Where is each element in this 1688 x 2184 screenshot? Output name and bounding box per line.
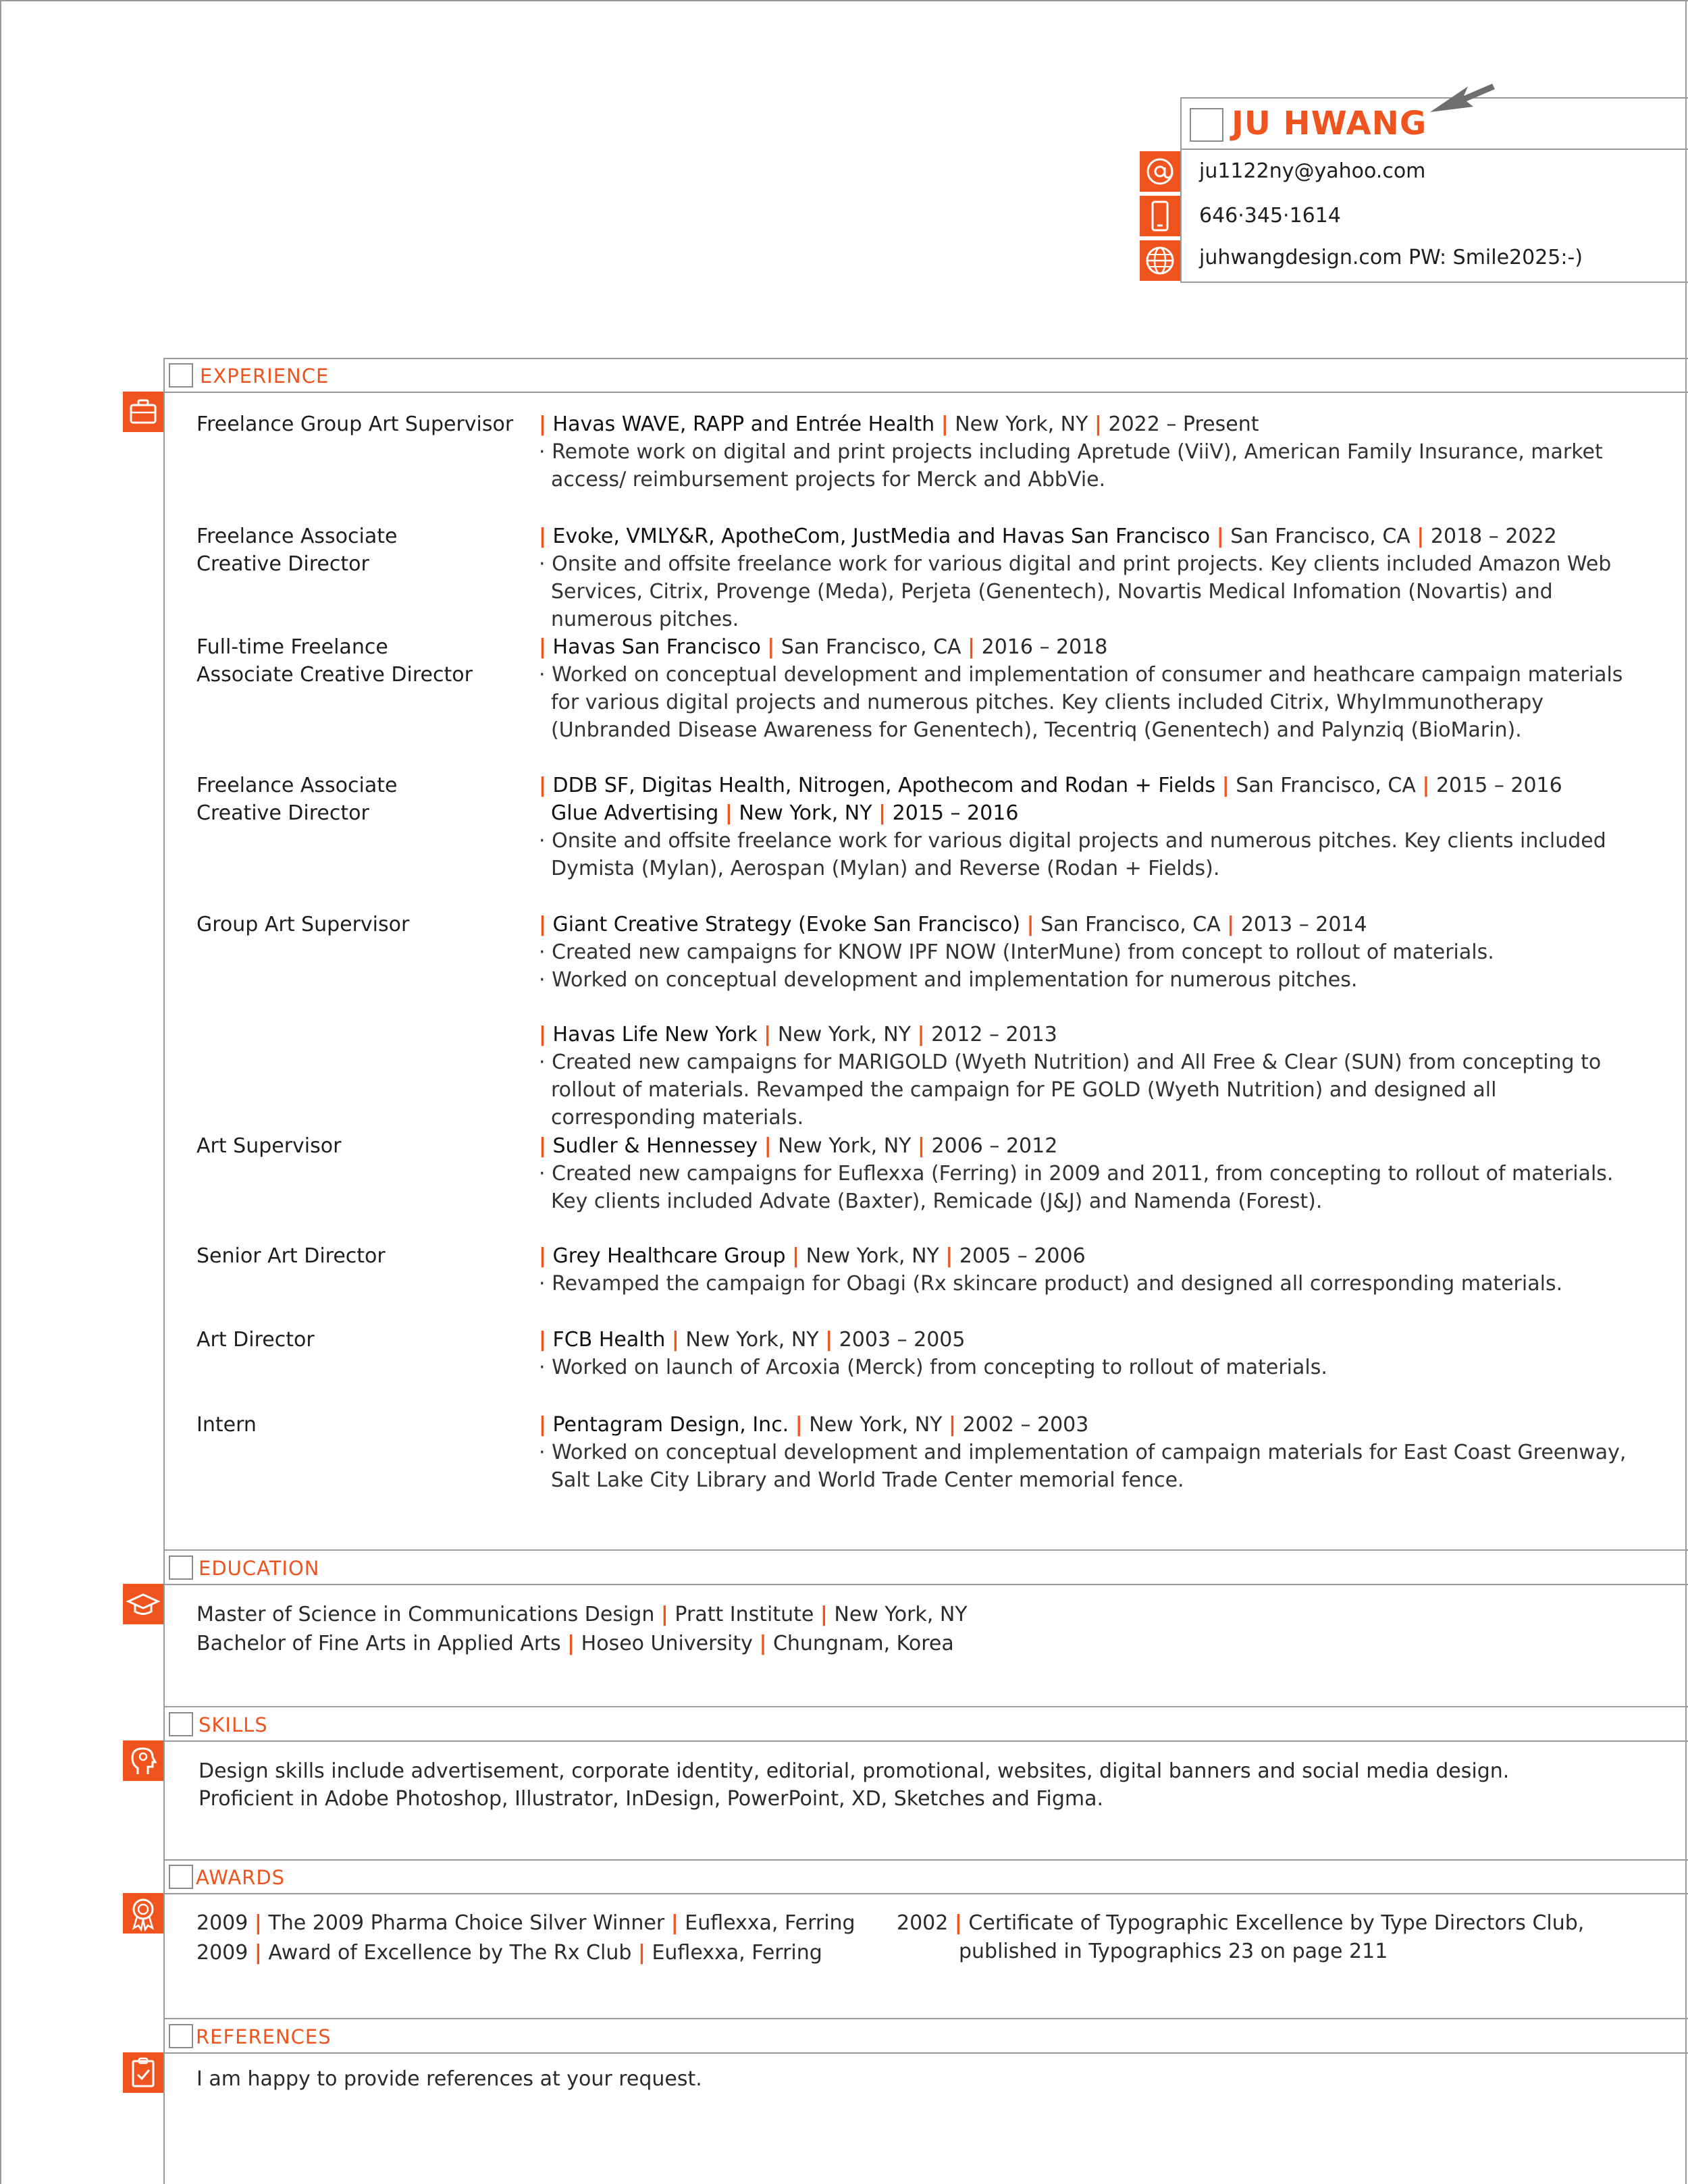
job-entry: | Giant Creative Strategy (Evoke San Francisco) | San Francisco, CA | 2013 – 2014 · Created new campaigns for KNOW IPF NOW (InterMune) from concept to rollout of materials. · Worked on conceptual development and implementation for numerous pitches. xyxy=(539,913,1494,992)
job-bullet: Worked on conceptual development and implementation of consumer and heathcare campaign materials for various digital projects and numerous pitches. Key clients included Citrix, WhyImmunotherapy (Unbranded Disease Awareness for Genentech), Tecentriq (Genentech) and Palynziq (BioMarin). xyxy=(551,663,1623,742)
job-dates: 2006 – 2012 xyxy=(931,1134,1058,1158)
job-location: New York, NY xyxy=(739,801,872,825)
job-location: New York, NY xyxy=(806,1244,939,1268)
email-text: ju1122ny@yahoo.com xyxy=(1199,159,1426,183)
award-year: 2009 xyxy=(196,1911,248,1935)
job-location: New York, NY xyxy=(685,1328,819,1352)
job-role: Freelance Associate Creative Director xyxy=(196,525,398,576)
education-school: Pratt Institute xyxy=(675,1603,814,1626)
job-company: Havas Life New York xyxy=(552,1023,758,1046)
job-company: Evoke, VMLY&R, ApotheCom, JustMedia and Havas San Francisco xyxy=(552,525,1211,548)
job-role: Intern xyxy=(196,1413,257,1437)
job-bullet: Revamped the campaign for Obagi (Rx skincare product) and designed all corresponding materials. xyxy=(552,1272,1563,1296)
references-title: REFERENCES xyxy=(196,2025,332,2048)
job-location: San Francisco, CA xyxy=(1230,525,1410,548)
job-location: San Francisco, CA xyxy=(781,635,961,659)
job-bullet: Created new campaigns for Euflexxa (Ferring) in 2009 and 2011, from concepting to rollout of materials. Key clients included Advate (Baxter), Remicade (J&J) and Namenda (Forest). xyxy=(551,1162,1614,1213)
award-title-continued: published in Typographics 23 on page 211 xyxy=(959,1940,1388,1963)
job-role: Full-time Freelance Associate Creative Director xyxy=(196,635,473,687)
job-role: Group Art Supervisor xyxy=(196,913,410,936)
education-title: EDUCATION xyxy=(199,1557,320,1580)
award-title: The 2009 Pharma Choice Silver Winner xyxy=(268,1911,665,1935)
job-entry: | Grey Healthcare Group | New York, NY | 2005 – 2006 · Revamped the campaign for Obagi (Rx skincare product) and designed all corresponding materials. xyxy=(539,1244,1563,1296)
skills-title: SKILLS xyxy=(199,1713,268,1736)
award-item: 2002 | Certificate of Typographic Excellence by Type Directors Club, xyxy=(897,1911,1585,1935)
job-dates: 2002 – 2003 xyxy=(962,1413,1089,1437)
skills-line: Proficient in Adobe Photoshop, Illustrator, InDesign, PowerPoint, XD, Sketches and Figma. xyxy=(199,1787,1104,1811)
job-dates: 2016 – 2018 xyxy=(981,635,1108,659)
job-location: New York, NY xyxy=(777,1023,912,1046)
job-entry: | Pentagram Design, Inc. | New York, NY | 2002 – 2003 · Worked on conceptual development and implementation of campaign materials for East Coast Greenway, Salt Lake City Library and World Trade Center memorial fence. xyxy=(539,1413,1627,1492)
job-role: Art Supervisor xyxy=(196,1134,342,1158)
at-icon xyxy=(1140,151,1180,192)
references-text: I am happy to provide references at your request. xyxy=(196,2067,702,2091)
award-item: 2009 | Award of Excellence by The Rx Club | Euflexxa, Ferring xyxy=(196,1941,822,1965)
job-bullet: Created new campaigns for KNOW IPF NOW (InterMune) from concept to rollout of materials. xyxy=(552,940,1494,964)
graduation-cap-icon xyxy=(123,1584,163,1624)
job-dates: 2012 – 2013 xyxy=(931,1023,1057,1046)
phone-text: 646·345·1614 xyxy=(1199,204,1341,228)
job-role: Freelance Group Art Supervisor xyxy=(196,412,514,436)
job-dates: 2003 – 2005 xyxy=(839,1328,966,1352)
job-bullet: Onsite and offsite freelance work for various digital and print projects. Key clients included Amazon Web Services, Citrix, Provenge (Meda), Perjeta (Genentech), Novartis Medical Infomation (Novartis) and numerous pitches. xyxy=(551,552,1612,631)
head-brain-icon xyxy=(123,1740,163,1781)
name-checkbox-icon xyxy=(1190,108,1223,142)
phone-icon xyxy=(1140,196,1180,236)
award-client: Euflexxa, Ferring xyxy=(685,1911,855,1935)
job-entry: | Evoke, VMLY&R, ApotheCom, JustMedia and Havas San Francisco | San Francisco, CA | 2018 – 2022 · Onsite and offsite freelance work for various digital and print projects. Key clients included Amazon Web Services, Citrix, Provenge (Meda), Perjeta (Genentech), Novartis Medical Infomation (Novartis) and numerous pitches. xyxy=(539,525,1612,631)
job-entry: | Havas San Francisco | San Francisco, CA | 2016 – 2018 · Worked on conceptual development and implementation of consumer and heathcare campaign materials for various digital projects and numerous pitches. Key clients included Citrix, WhyImmunotherapy (Unbranded Disease Awareness for Genentech), Tecentriq (Genentech) and Palynziq (BioMarin). xyxy=(539,635,1623,742)
job-company: Pentagram Design, Inc. xyxy=(552,1413,789,1437)
education-degree: Master of Science in Communications Design xyxy=(196,1603,655,1626)
job-bullet: Worked on conceptual development and implementation of campaign materials for East Coast Greenway, Salt Lake City Library and World Trade Center memorial fence. xyxy=(551,1441,1627,1492)
job-company: Havas San Francisco xyxy=(552,635,761,659)
job-bullet: Created new campaigns for MARIGOLD (Wyeth Nutrition) and All Free & Clear (SUN) from concepting to rollout of materials. Revamped the campaign for PE GOLD (Wyeth Nutrition) and designed all corresponding materials. xyxy=(551,1050,1602,1129)
job-company: Grey Healthcare Group xyxy=(552,1244,786,1268)
job-entry: | Sudler & Hennessey | New York, NY | 2006 – 2012 · Created new campaigns for Euflexxa (Ferring) in 2009 and 2011, from concepting to rollout of materials. Key clients included Advate (Baxter), Remicade (J&J) and Namenda (Forest). xyxy=(539,1134,1614,1213)
page-border-top xyxy=(0,0,1688,1)
cursor-arrow-icon xyxy=(1425,82,1499,120)
education-degree: Bachelor of Fine Arts in Applied Arts xyxy=(196,1632,561,1655)
education-school: Hoseo University xyxy=(581,1632,753,1655)
clipboard-check-icon xyxy=(123,2052,163,2093)
job-company: FCB Health xyxy=(552,1328,666,1352)
job-dates: 2005 – 2006 xyxy=(959,1244,1086,1268)
job-company: Giant Creative Strategy (Evoke San Francisco) xyxy=(552,913,1021,936)
award-year: 2002 xyxy=(897,1911,949,1935)
main-left-rule xyxy=(163,358,165,2184)
skills-line: Design skills include advertisement, corporate identity, editorial, promotional, websites, digital banners and social media design. xyxy=(199,1759,1510,1783)
globe-icon xyxy=(1140,240,1180,281)
job-dates: 2022 – Present xyxy=(1108,412,1259,436)
briefcase-icon xyxy=(123,392,163,432)
job-location: New York, NY xyxy=(955,412,1088,436)
award-title: Award of Excellence by The Rx Club xyxy=(268,1941,632,1965)
award-item: 2009 | The 2009 Pharma Choice Silver Winner | Euflexxa, Ferring xyxy=(196,1911,855,1935)
job-bullet: Worked on launch of Arcoxia (Merck) from concepting to rollout of materials. xyxy=(552,1356,1327,1379)
award-client: Euflexxa, Ferring xyxy=(652,1941,822,1965)
job-entry: | DDB SF, Digitas Health, Nitrogen, Apothecom and Rodan + Fields | San Francisco, CA | 2015 – 2016 Glue Advertising | New York, NY | 2015 – 2016 · Onsite and offsite freelance work for various digital projects and numerous pitches. Key clients included Dymista (Mylan), Aerospan (Mylan) and Reverse (Rodan + Fields). xyxy=(539,774,1606,880)
candidate-name: JU HWANG xyxy=(1232,105,1427,142)
job-location: San Francisco, CA xyxy=(1040,913,1221,936)
experience-title: EXPERIENCE xyxy=(200,365,329,388)
job-dates: 2018 – 2022 xyxy=(1430,525,1557,548)
job-location: New York, NY xyxy=(809,1413,943,1437)
job-bullet: Onsite and offsite freelance work for various digital projects and numerous pitches. Key clients included Dymista (Mylan), Aerospan (Mylan) and Reverse (Rodan + Fields). xyxy=(551,829,1606,880)
references-checkbox-icon xyxy=(169,2024,193,2048)
job-location: San Francisco, CA xyxy=(1236,774,1416,797)
award-ribbon-icon xyxy=(123,1893,163,1934)
education-item: Master of Science in Communications Design | Pratt Institute | New York, NY xyxy=(196,1603,968,1626)
job-dates: 2013 – 2014 xyxy=(1240,913,1367,936)
skills-checkbox-icon xyxy=(169,1712,193,1736)
job-company: Sudler & Hennessey xyxy=(552,1134,758,1158)
job-role: Art Director xyxy=(196,1328,315,1352)
job-entry: | FCB Health | New York, NY | 2003 – 2005 · Worked on launch of Arcoxia (Merck) from concepting to rollout of materials. xyxy=(539,1328,1327,1379)
job-company: Havas WAVE, RAPP and Entrée Health xyxy=(552,412,935,436)
job-bullet: Remote work on digital and print projects including Apretude (ViiV), American Family Insurance, market access/ reimbursement projects for Merck and AbbVie. xyxy=(551,440,1603,491)
awards-checkbox-icon xyxy=(169,1865,193,1889)
job-dates: 2015 – 2016 xyxy=(892,801,1019,825)
page-border-right xyxy=(1685,0,1687,2184)
education-place: New York, NY xyxy=(834,1603,968,1626)
website-text: juhwangdesign.com PW: Smile2025:-) xyxy=(1199,246,1583,269)
experience-checkbox-icon xyxy=(169,363,193,388)
job-dates: 2015 – 2016 xyxy=(1435,774,1562,797)
job-entry: | Havas Life New York | New York, NY | 2012 – 2013 · Created new campaigns for MARIGOLD (Wyeth Nutrition) and All Free & Clear (SUN) from concepting to rollout of materials. Revamped the campaign for PE GOLD (Wyeth Nutrition) and designed all corresponding materials. xyxy=(539,1023,1602,1129)
job-bullet: Worked on conceptual development and implementation for numerous pitches. xyxy=(552,968,1358,992)
page-border-left xyxy=(0,0,1,2184)
job-location: New York, NY xyxy=(778,1134,912,1158)
award-year: 2009 xyxy=(196,1941,248,1965)
education-place: Chungnam, Korea xyxy=(772,1632,954,1655)
award-title: Certificate of Typographic Excellence by Type Directors Club, xyxy=(968,1911,1585,1935)
job-role: Senior Art Director xyxy=(196,1244,386,1268)
education-checkbox-icon xyxy=(169,1555,193,1580)
job-company: DDB SF, Digitas Health, Nitrogen, Apothecom and Rodan + Fields xyxy=(552,774,1216,797)
education-item: Bachelor of Fine Arts in Applied Arts | Hoseo University | Chungnam, Korea xyxy=(196,1632,954,1655)
job-company: Glue Advertising xyxy=(551,801,719,825)
job-entry: | Havas WAVE, RAPP and Entrée Health | New York, NY | 2022 – Present · Remote work on digital and print projects including Apretude (ViiV), American Family Insurance, market access/ reimbursement projects for Merck and AbbVie. xyxy=(539,412,1603,491)
job-role: Freelance Associate Creative Director xyxy=(196,774,398,825)
awards-title: AWARDS xyxy=(196,1866,286,1889)
